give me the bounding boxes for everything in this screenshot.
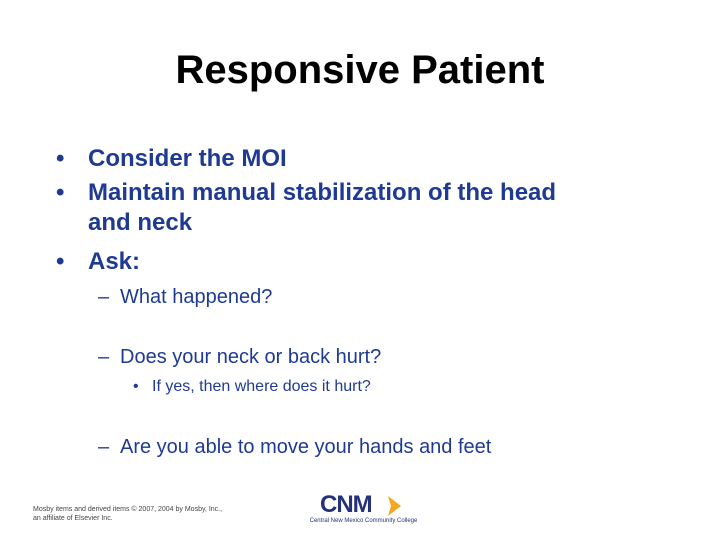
sub-bullet-text: Are you able to move your hands and feet (120, 436, 492, 458)
cnm-logo-subtext: Central New Mexico Community College (309, 518, 418, 524)
copyright-line-2: an affiliate of Elsevier Inc. (33, 515, 113, 522)
slide-title: Responsive Patient (175, 48, 545, 92)
sub-bullet-text: What happened? (120, 286, 273, 308)
copyright-line-1: Mosby items and derived items © 2007, 2004 by Mosby, Inc., (33, 506, 223, 513)
dash-marker: – (98, 346, 110, 368)
bullet-text: Consider the MOI (88, 145, 287, 172)
bullet-text-line1: Maintain manual stabilization of the head (88, 179, 557, 206)
bullet-marker: • (56, 179, 65, 206)
copyright-notice (33, 505, 222, 523)
dash-marker: – (98, 286, 110, 308)
dash-marker: – (98, 436, 110, 458)
cnm-logo-text: CNM (320, 491, 372, 518)
sub-bullet-text: Does your neck or back hurt? (120, 346, 382, 368)
bullet-marker: • (56, 145, 65, 172)
sub-sub-bullet-text: If yes, then where does it hurt? (152, 378, 371, 395)
bullet-marker: • (133, 378, 139, 395)
bullet-text-line2: and neck (88, 209, 193, 236)
chevron-right-icon (386, 495, 402, 517)
cnm-logo (296, 493, 431, 527)
bullet-marker: • (56, 248, 65, 275)
bullet-text: Ask: (88, 248, 141, 275)
